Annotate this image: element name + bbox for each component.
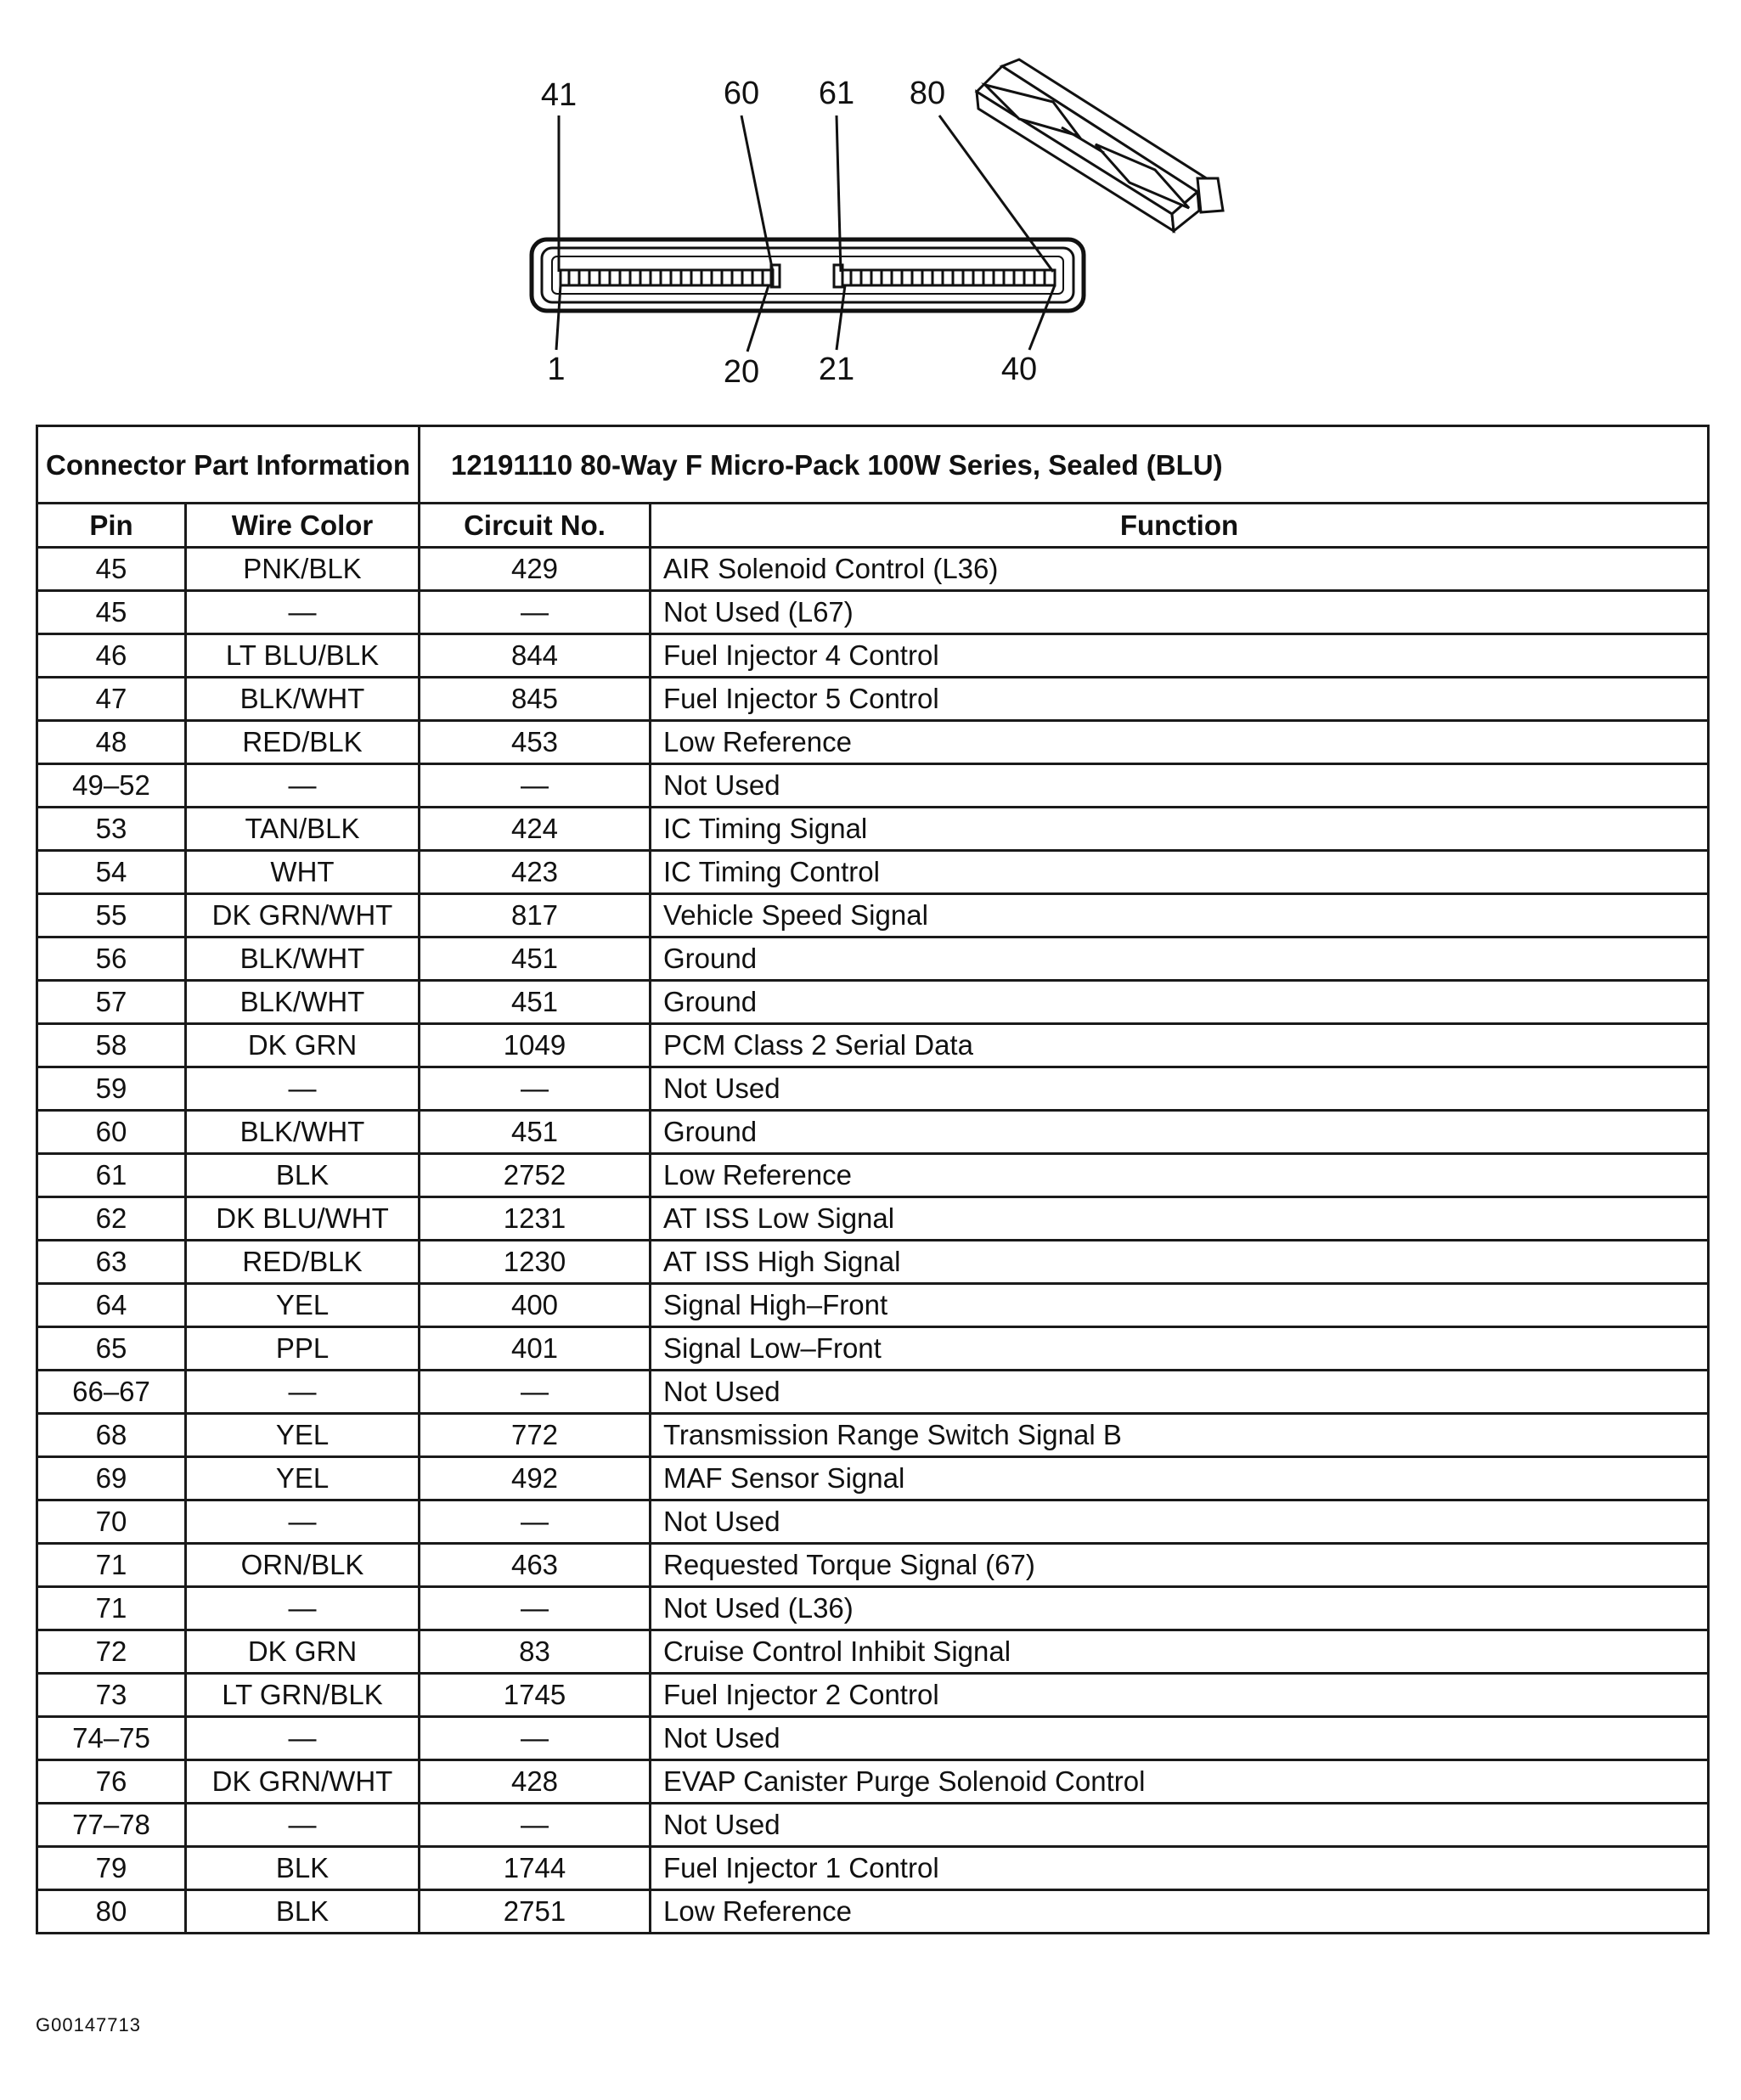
circuit-no-cell: 2751 — [420, 1890, 651, 1934]
pin-row-right — [851, 271, 1045, 284]
function-cell: Not Used — [651, 1371, 1709, 1414]
circuit-no-cell: 2752 — [420, 1154, 651, 1197]
table-row — [37, 1197, 1709, 1241]
wire-color-cell: DK GRN — [186, 1024, 420, 1067]
connector-body — [532, 239, 1084, 311]
pin-cell: 62 — [37, 1197, 186, 1241]
circuit-no-cell: 424 — [420, 808, 651, 851]
pin-cell: 63 — [37, 1241, 186, 1284]
wire-color-cell: WHT — [186, 851, 420, 894]
wire-color-cell: — — [186, 1067, 420, 1111]
connector-perspective-view — [977, 59, 1223, 231]
pin-label-21: 21 — [818, 352, 855, 387]
function-cell: Ground — [651, 1111, 1709, 1154]
pin-cell: 72 — [37, 1630, 186, 1674]
circuit-no-cell: — — [420, 591, 651, 634]
circuit-no-cell: 845 — [420, 678, 651, 721]
function-cell: Not Used (L67) — [651, 591, 1709, 634]
wire-color-cell: RED/BLK — [186, 1241, 420, 1284]
circuit-no-cell: — — [420, 1587, 651, 1630]
function-cell: Not Used — [651, 1804, 1709, 1847]
table-row — [37, 764, 1709, 808]
circuit-no-cell: — — [420, 1500, 651, 1544]
circuit-no-cell: 817 — [420, 894, 651, 937]
table-row — [37, 894, 1709, 937]
circuit-no-cell: — — [420, 764, 651, 808]
circuit-no-cell: 1744 — [420, 1847, 651, 1890]
pin-label-61: 61 — [818, 76, 855, 111]
wire-color-cell: LT GRN/BLK — [186, 1674, 420, 1717]
pin-cell: 71 — [37, 1544, 186, 1587]
table-row — [37, 1544, 1709, 1587]
function-cell: Transmission Range Switch Signal B — [651, 1414, 1709, 1457]
circuit-no-cell: 463 — [420, 1544, 651, 1587]
table-row — [37, 937, 1709, 981]
pin-cell: 64 — [37, 1284, 186, 1327]
table-row — [37, 634, 1709, 678]
function-cell: Not Used — [651, 1500, 1709, 1544]
function-cell: Signal Low–Front — [651, 1327, 1709, 1371]
pin-cell: 48 — [37, 721, 186, 764]
pin-cell: 56 — [37, 937, 186, 981]
pin-cell: 60 — [37, 1111, 186, 1154]
table-row — [37, 1371, 1709, 1414]
pin-label-20: 20 — [723, 354, 760, 390]
wire-color-cell: BLK — [186, 1890, 420, 1934]
pin-cell: 71 — [37, 1587, 186, 1630]
table-row — [37, 1457, 1709, 1500]
wire-color-cell: PNK/BLK — [186, 548, 420, 591]
function-cell: EVAP Canister Purge Solenoid Control — [651, 1760, 1709, 1804]
pin-cell: 59 — [37, 1067, 186, 1111]
function-cell: Low Reference — [651, 1154, 1709, 1197]
pin-cell: 53 — [37, 808, 186, 851]
pin-cell: 55 — [37, 894, 186, 937]
pin-cell: 45 — [37, 548, 186, 591]
pin-row-left — [569, 271, 763, 284]
wire-color-cell: — — [186, 1371, 420, 1414]
connector-diagram — [0, 0, 1741, 408]
circuit-no-cell: 451 — [420, 937, 651, 981]
column-header-wire-color: Wire Color — [186, 504, 420, 548]
function-cell: MAF Sensor Signal — [651, 1457, 1709, 1500]
table-row — [37, 1717, 1709, 1760]
column-header-pin: Pin — [37, 504, 186, 548]
table-row — [37, 1111, 1709, 1154]
circuit-no-cell: — — [420, 1804, 651, 1847]
function-cell: PCM Class 2 Serial Data — [651, 1024, 1709, 1067]
circuit-no-cell: — — [420, 1717, 651, 1760]
pin-label-80: 80 — [909, 76, 946, 111]
circuit-no-cell: 772 — [420, 1414, 651, 1457]
table-row — [37, 1414, 1709, 1457]
function-cell: Fuel Injector 2 Control — [651, 1674, 1709, 1717]
function-cell: IC Timing Signal — [651, 808, 1709, 851]
pin-cell: 47 — [37, 678, 186, 721]
table-row — [37, 591, 1709, 634]
pin-table — [36, 425, 1710, 1934]
wire-color-cell: PPL — [186, 1327, 420, 1371]
wire-color-cell: BLK/WHT — [186, 1111, 420, 1154]
circuit-no-cell: 1230 — [420, 1241, 651, 1284]
pin-cell: 65 — [37, 1327, 186, 1371]
column-header-row — [37, 504, 1709, 548]
wire-color-cell: — — [186, 764, 420, 808]
pin-label-40: 40 — [1000, 352, 1038, 387]
function-cell: Fuel Injector 5 Control — [651, 678, 1709, 721]
connector-part-info-label: Connector Part Information — [37, 426, 420, 504]
circuit-no-cell: 451 — [420, 1111, 651, 1154]
function-cell: Low Reference — [651, 721, 1709, 764]
function-cell: Not Used — [651, 1067, 1709, 1111]
circuit-no-cell: 429 — [420, 548, 651, 591]
function-cell: Not Used (L36) — [651, 1587, 1709, 1630]
wire-color-cell: — — [186, 1717, 420, 1760]
function-cell: IC Timing Control — [651, 851, 1709, 894]
figure-id: G00147713 — [36, 2014, 141, 2035]
wire-color-cell: — — [186, 1804, 420, 1847]
pin-cell: 58 — [37, 1024, 186, 1067]
pin-cell: 66–67 — [37, 1371, 186, 1414]
wire-color-cell: — — [186, 1587, 420, 1630]
table-row — [37, 1241, 1709, 1284]
wire-color-cell: — — [186, 1500, 420, 1544]
function-cell: Vehicle Speed Signal — [651, 894, 1709, 937]
pin-cell: 57 — [37, 981, 186, 1024]
wire-color-cell: BLK — [186, 1847, 420, 1890]
wire-color-cell: BLK/WHT — [186, 981, 420, 1024]
function-cell: Fuel Injector 1 Control — [651, 1847, 1709, 1890]
circuit-no-cell: 401 — [420, 1327, 651, 1371]
pin-cell: 74–75 — [37, 1717, 186, 1760]
pin-cell: 70 — [37, 1500, 186, 1544]
function-cell: Ground — [651, 937, 1709, 981]
wire-color-cell: YEL — [186, 1414, 420, 1457]
circuit-no-cell: 423 — [420, 851, 651, 894]
connector-part-info-value: 12191110 80-Way F Micro-Pack 100W Series, Sealed (BLU) — [420, 426, 1709, 504]
pin-cell: 49–52 — [37, 764, 186, 808]
table-row — [37, 548, 1709, 591]
table-row — [37, 1327, 1709, 1371]
pin-cell: 80 — [37, 1890, 186, 1934]
pin-cell: 76 — [37, 1760, 186, 1804]
table-row — [37, 1847, 1709, 1890]
table-row — [37, 1674, 1709, 1717]
wire-color-cell: YEL — [186, 1284, 420, 1327]
circuit-no-cell: 492 — [420, 1457, 651, 1500]
table-row — [37, 1804, 1709, 1847]
pin-cell: 68 — [37, 1414, 186, 1457]
table-row — [37, 808, 1709, 851]
function-cell: Requested Torque Signal (67) — [651, 1544, 1709, 1587]
wire-color-cell: DK GRN — [186, 1630, 420, 1674]
function-cell: Signal High–Front — [651, 1284, 1709, 1327]
function-cell: AT ISS Low Signal — [651, 1197, 1709, 1241]
table-row — [37, 1630, 1709, 1674]
pin-cell: 45 — [37, 591, 186, 634]
function-cell: Fuel Injector 4 Control — [651, 634, 1709, 678]
column-header-circuit-no: Circuit No. — [420, 504, 651, 548]
pin-cell: 54 — [37, 851, 186, 894]
function-cell: Ground — [651, 981, 1709, 1024]
circuit-no-cell: 451 — [420, 981, 651, 1024]
circuit-no-cell: 400 — [420, 1284, 651, 1327]
circuit-no-cell: 1231 — [420, 1197, 651, 1241]
function-cell: Not Used — [651, 1717, 1709, 1760]
function-cell: Cruise Control Inhibit Signal — [651, 1630, 1709, 1674]
leader-lines — [556, 115, 1055, 352]
circuit-no-cell: — — [420, 1067, 651, 1111]
wire-color-cell: RED/BLK — [186, 721, 420, 764]
function-cell: AT ISS High Signal — [651, 1241, 1709, 1284]
wire-color-cell: YEL — [186, 1457, 420, 1500]
table-row — [37, 1154, 1709, 1197]
table-row — [37, 1024, 1709, 1067]
circuit-no-cell: 1049 — [420, 1024, 651, 1067]
pin-label-60: 60 — [723, 76, 760, 111]
circuit-no-cell: 83 — [420, 1630, 651, 1674]
circuit-no-cell: 453 — [420, 721, 651, 764]
table-row — [37, 851, 1709, 894]
table-row — [37, 1500, 1709, 1544]
table-row — [37, 1284, 1709, 1327]
table-row — [37, 1890, 1709, 1934]
column-header-function: Function — [651, 504, 1709, 548]
wire-color-cell: TAN/BLK — [186, 808, 420, 851]
pin-cell: 69 — [37, 1457, 186, 1500]
table-row — [37, 981, 1709, 1024]
table-row — [37, 1067, 1709, 1111]
wire-color-cell: BLK — [186, 1154, 420, 1197]
pin-cell: 79 — [37, 1847, 186, 1890]
wire-color-cell: DK GRN/WHT — [186, 1760, 420, 1804]
pin-cell: 77–78 — [37, 1804, 186, 1847]
wire-color-cell: DK BLU/WHT — [186, 1197, 420, 1241]
wire-color-cell: DK GRN/WHT — [186, 894, 420, 937]
table-row — [37, 678, 1709, 721]
circuit-no-cell: 428 — [420, 1760, 651, 1804]
pin-label-41: 41 — [540, 77, 578, 113]
wire-color-cell: BLK/WHT — [186, 937, 420, 981]
wire-color-cell: — — [186, 591, 420, 634]
wire-color-cell: LT BLU/BLK — [186, 634, 420, 678]
table-row — [37, 721, 1709, 764]
function-cell: AIR Solenoid Control (L36) — [651, 548, 1709, 591]
wire-color-cell: BLK/WHT — [186, 678, 420, 721]
pin-cell: 73 — [37, 1674, 186, 1717]
circuit-no-cell: 1745 — [420, 1674, 651, 1717]
pin-cell: 46 — [37, 634, 186, 678]
table-row — [37, 1587, 1709, 1630]
circuit-no-cell: 844 — [420, 634, 651, 678]
wire-color-cell: ORN/BLK — [186, 1544, 420, 1587]
function-cell: Low Reference — [651, 1890, 1709, 1934]
circuit-no-cell: — — [420, 1371, 651, 1414]
pin-label-1: 1 — [547, 352, 566, 387]
table-row — [37, 1760, 1709, 1804]
pin-cell: 61 — [37, 1154, 186, 1197]
connector-info-row — [37, 426, 1709, 504]
function-cell: Not Used — [651, 764, 1709, 808]
